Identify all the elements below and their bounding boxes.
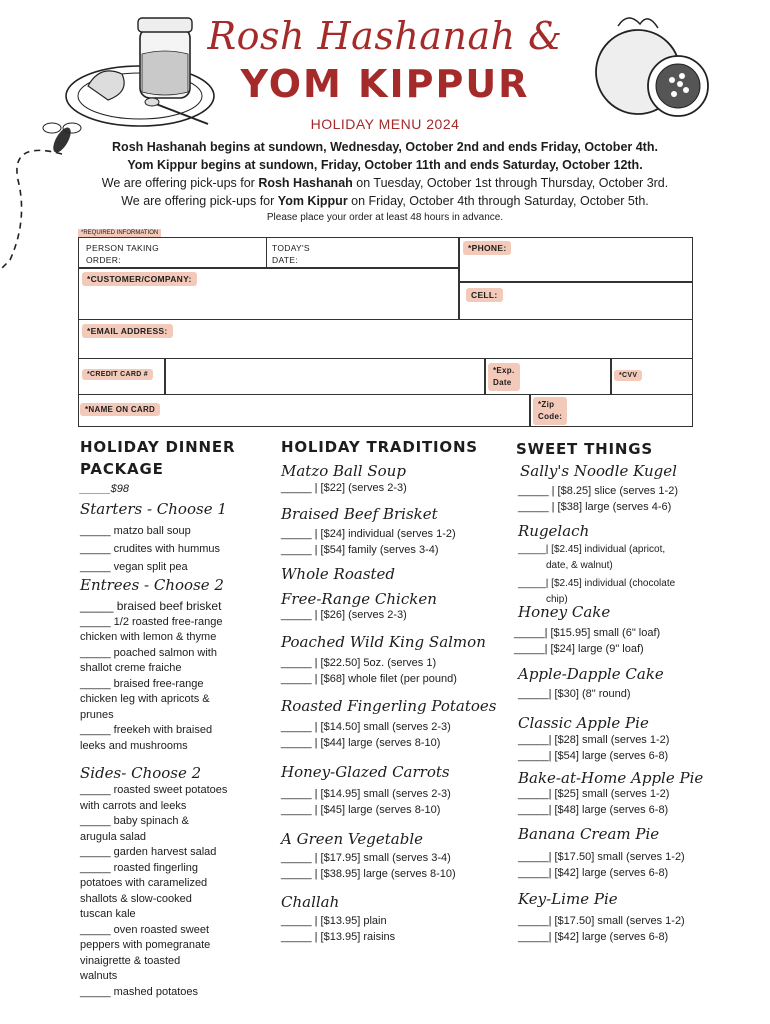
list-item: _____ | [$24] individual (serves 1-2) <box>281 528 456 540</box>
list-item: _____ | [$13.95] raisins <box>281 930 396 943</box>
list-item: tuscan kale <box>80 908 136 920</box>
kugel-list <box>518 484 678 515</box>
cvv-label: *CVV <box>614 370 642 382</box>
list-item: _____| [$54] large (serves 6-8) <box>518 749 669 762</box>
person-taking-label: PERSON TAKING ORDER: <box>86 243 160 265</box>
list-item: chip) <box>546 593 568 605</box>
list-item: _____| [$25] small (serves 1-2) <box>518 788 670 800</box>
holiday-dinner-title: HOLIDAY DINNER PACKAGE <box>80 438 236 478</box>
holiday-traditions-title: HOLIDAY TRADITIONS <box>281 438 478 456</box>
honey-list <box>514 626 660 657</box>
intro-line-2: Yom Kippur begins at sundown, Friday, October 11th and ends Saturday, October 12th. <box>127 158 643 172</box>
list-item: _____| [$48] large (serves 6-8) <box>518 803 669 816</box>
list-item: _____ roasted fingerling <box>80 861 199 874</box>
intro-line-4: We are offering pick-ups for Yom Kippur on Friday, October 4th through Saturday, October 5th. <box>121 194 649 208</box>
salmon-list <box>281 656 457 687</box>
chicken-title: Whole Roasted Free-Range Chicken <box>281 565 437 608</box>
email-label: *EMAIL ADDRESS: <box>82 325 173 337</box>
list-item: _____| [$30] (8" round) <box>518 688 631 700</box>
menu-subtitle: HOLIDAY MENU 2024 <box>310 116 460 132</box>
list-item: walnuts <box>80 970 118 982</box>
list-item: _____ | [$44] large (serves 8-10) <box>281 736 441 749</box>
list-item: _____ | [$22.50] 5oz. (serves 1) <box>281 657 437 669</box>
list-item: shallot creme fraiche <box>80 662 182 674</box>
starters-list <box>80 522 220 576</box>
banana-list <box>518 850 685 881</box>
list-item: _____| [$28] small (serves 1-2) <box>518 734 670 746</box>
rugelach-title: Rugelach <box>518 522 590 540</box>
list-item: chicken leg with apricots & <box>80 693 210 705</box>
list-item: _____ mashed potatoes <box>80 985 199 998</box>
brisket-list <box>281 527 456 558</box>
kugel-title: Sally's Noodle Kugel <box>520 462 677 480</box>
dapple-list <box>518 687 631 703</box>
matzo-title: Matzo Ball Soup <box>281 462 406 480</box>
intro-line-1: Rosh Hashanah begins at sundown, Wednesday, October 2nd and ends Friday, October 4th. <box>112 140 658 154</box>
list-item: _____ baby spinach & <box>80 815 189 827</box>
list-item: _____ poached salmon with <box>80 646 217 659</box>
phone-label: *PHONE: <box>463 242 511 254</box>
matzo-list <box>281 481 407 497</box>
carrots-title: Honey-Glazed Carrots <box>281 763 450 781</box>
list-item: _____ garden harvest salad <box>80 846 217 858</box>
list-item: vinaigrette & toasted <box>80 954 181 967</box>
sides-title: Sides- Choose 2 <box>80 764 202 782</box>
name-on-card-label: *NAME ON CARD <box>80 404 160 416</box>
todays-date-label: TODAY'S DATE: <box>272 243 310 265</box>
honey-title: Honey Cake <box>518 603 611 621</box>
classic-title: Classic Apple Pie <box>518 714 649 732</box>
bake-title: Bake-at-Home Apple Pie <box>518 769 704 787</box>
list-item: _____ braised free-range <box>80 677 204 690</box>
potatoes-title: Roasted Fingerling Potatoes <box>281 697 497 715</box>
carrots-list <box>281 787 451 818</box>
list-item: date, & walnut) <box>546 559 613 571</box>
challah-list <box>281 914 395 945</box>
list-item: arugula salad <box>80 830 147 843</box>
list-item: shallots & slow-cooked <box>80 892 192 905</box>
list-item: _____ roasted sweet potatoes <box>80 784 228 796</box>
list-item: with carrots and leeks <box>80 799 187 812</box>
list-item: _____ | [$14.95] small (serves 2-3) <box>281 788 451 800</box>
list-item: _____| [$17.50] small (serves 1-2) <box>518 915 685 927</box>
required-note: *REQUIRED INFORMATION <box>78 229 161 237</box>
potatoes-list <box>281 720 451 751</box>
list-item: _____| [$17.50] small (serves 1-2) <box>518 851 685 863</box>
list-item: chicken with lemon & thyme <box>80 631 217 643</box>
zip-code-label: *Zip Code: <box>533 397 567 425</box>
exp-date-label: *Exp. Date <box>488 363 520 391</box>
salmon-title: Poached Wild King Salmon <box>281 633 486 651</box>
bake-list <box>518 787 669 818</box>
list-item: prunes <box>80 708 114 721</box>
sweet-things-title: SWEET THINGS <box>516 440 653 458</box>
dapple-title: Apple-Dapple Cake <box>518 665 664 683</box>
list-item: potatoes with caramelized <box>80 877 208 889</box>
classic-list <box>518 733 669 764</box>
list-item: _____| [$15.95] small (6" loaf) <box>514 627 661 639</box>
starters-title: Starters - Choose 1 <box>80 500 227 518</box>
challah-title: Challah <box>281 893 340 911</box>
intro-line-5: Please place your order at least 48 hours in advance. <box>266 212 504 223</box>
banana-title: Banana Cream Pie <box>518 825 660 843</box>
list-item: _____ | [$17.95] small (serves 3-4) <box>281 852 451 864</box>
veg-list <box>281 851 456 882</box>
credit-card-field[interactable] <box>164 358 486 395</box>
rugelach-list <box>518 542 675 607</box>
list-item: _____ matzo ball soup <box>80 525 191 537</box>
title-yom-kippur: YOM KIPPUR <box>240 62 530 106</box>
intro-line-3: We are offering pick-ups for Rosh Hashanah on Tuesday, October 1st through Thursday, October 3rd. <box>101 176 669 190</box>
list-item: _____ | [$54] family (serves 3-4) <box>281 543 439 556</box>
list-item: leeks and mushrooms <box>80 739 188 752</box>
title-rosh-hashanah: Rosh Hashanah & <box>207 14 563 58</box>
list-item: _____ | [$14.50] small (serves 2-3) <box>281 721 451 733</box>
list-item: _____| [$2.45] individual (chocolate <box>518 578 676 589</box>
list-item: _____ | [$38.95] large (serves 8-10) <box>281 867 456 880</box>
list-item: _____| [$2.45] individual (apricot, <box>518 544 666 555</box>
list-item: _____ crudites with hummus <box>80 543 221 555</box>
list-item: _____ | [$68] whole filet (per pound) <box>281 672 457 685</box>
sides-list <box>80 783 227 1000</box>
list-item: _____ vegan split pea <box>80 561 188 573</box>
entrees-list <box>80 599 223 754</box>
list-item: _____ | [$45] large (serves 8-10) <box>281 803 441 816</box>
list-item: _____ | [$8.25] slice (serves 1-2) <box>518 485 678 497</box>
chicken-list <box>281 608 407 624</box>
list-item: _____ 1/2 roasted free-range <box>80 615 223 628</box>
package-price: _____$98 <box>80 483 129 495</box>
brisket-title: Braised Beef Brisket <box>281 505 438 523</box>
list-item: _____ | [$38] large (serves 4-6) <box>518 500 672 513</box>
veg-title: A Green Vegetable <box>281 830 423 848</box>
list-item: _____| [$42] large (serves 6-8) <box>518 866 669 879</box>
keylime-title: Key-Lime Pie <box>518 890 618 908</box>
list-item: _____ freekeh with braised <box>80 724 213 736</box>
list-item: peppers with pomegranate <box>80 939 211 951</box>
list-item: _____ | [$13.95] plain <box>281 915 387 927</box>
list-item: _____ oven roasted sweet <box>80 923 210 936</box>
entrees-title: Entrees - Choose 2 <box>80 576 224 594</box>
keylime-list <box>518 914 685 945</box>
credit-card-label: *CREDIT CARD # <box>82 369 153 381</box>
cell-label: CELL: <box>466 289 503 301</box>
customer-label: *CUSTOMER/COMPANY: <box>82 273 197 285</box>
list-item: _____| [$24] large (9" loaf) <box>514 642 644 655</box>
list-item: _____ braised beef brisket <box>80 599 222 613</box>
list-item: _____ | [$26] (serves 2-3) <box>281 609 407 621</box>
list-item: _____ | [$22] (serves 2-3) <box>281 482 407 494</box>
list-item: _____| [$42] large (serves 6-8) <box>518 930 669 943</box>
